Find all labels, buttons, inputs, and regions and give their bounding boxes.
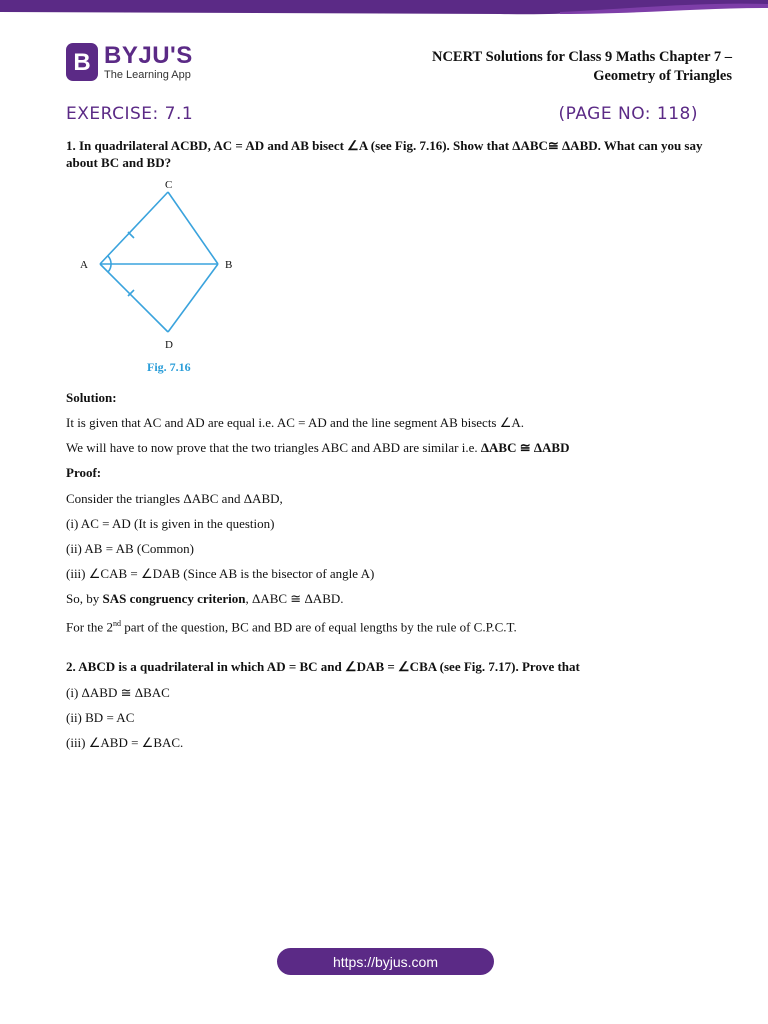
footer-url-link[interactable]: https://byjus.com: [277, 948, 494, 975]
document-title: [372, 48, 732, 86]
question-2-part-2: (ii) BD = AC: [66, 710, 135, 725]
solution-heading: Solution:: [66, 390, 117, 405]
label-c: C: [165, 179, 173, 191]
logo-tagline: The Learning App: [104, 68, 191, 81]
logo-name: BYJU'S: [104, 41, 193, 69]
byjus-logo: [66, 43, 193, 81]
proof-heading: Proof:: [66, 465, 102, 480]
top-banner: [0, 0, 768, 22]
final-line: [66, 615, 517, 635]
segment-cb: [168, 192, 218, 264]
proof-conclusion: [66, 590, 344, 607]
proof-step-2: (ii) AB = AB (Common): [66, 541, 194, 556]
label-b: B: [225, 259, 233, 271]
question-2-part-3: (iii) ∠ABD = ∠BAC.: [66, 735, 184, 750]
proof-step-1: (i) AC = AD (It is given in the question): [66, 516, 275, 531]
segment-da: [100, 264, 168, 332]
logo-badge: [66, 43, 98, 81]
logo-b-icon: [71, 48, 93, 76]
proof-intro: Consider the triangles ΔABC and ΔABD,: [66, 491, 283, 506]
document-title-line1: NCERT Solutions for Class 9 Maths Chapter 7 –: [431, 49, 732, 65]
solution-line-2-text: We will have to now prove that the two triangles ABC and ABD are similar i.e.: [66, 440, 478, 455]
question-2-part-1: (i) ΔABD ≅ ΔBAC: [66, 685, 170, 700]
svg-text:B: B: [73, 49, 91, 76]
segment-ac: [100, 192, 168, 264]
figure-caption: Fig. 7.16: [147, 360, 191, 374]
conclusion-post: , ΔABC ≅ ΔABD.: [245, 591, 344, 606]
label-a: A: [80, 259, 88, 271]
final-pre: For the 2: [66, 619, 113, 635]
label-d: D: [165, 339, 173, 351]
exercise-page-number: (PAGE NO: 118): [558, 104, 698, 124]
proof-step-3: (iii) ∠CAB = ∠DAB (Since AB is the bisector of angle A): [66, 566, 375, 581]
solution-line-2: [66, 439, 569, 456]
solution-line-2-bold: ΔABC ≅ ΔABD: [480, 440, 570, 455]
segment-bd: [168, 264, 218, 332]
question-2: 2. ABCD is a quadrilateral in which AD = BC and ∠DAB = ∠CBA (see Fig. 7.17). Prove that: [66, 659, 580, 674]
figure-7-16: [70, 176, 250, 356]
final-sup: nd: [112, 619, 121, 628]
conclusion-pre: So, by: [66, 591, 100, 606]
conclusion-bold: SAS congruency criterion: [102, 591, 246, 606]
exercise-title: EXERCISE: 7.1: [66, 104, 194, 124]
document-title-line2: Geometry of Triangles: [593, 68, 732, 84]
solution-line-1: It is given that AC and AD are equal i.e. AC = AD and the line segment AB bisects ∠A.: [66, 415, 525, 430]
exercise-heading: [66, 104, 698, 124]
question-1: 1. In quadrilateral ACBD, AC = AD and AB bisect ∠A (see Fig. 7.16). Show that ΔABC≅ ΔABD. What can you say about BC and BD?: [66, 138, 703, 170]
tick-ac: [128, 232, 134, 238]
final-post: part of the question, BC and BD are of equal lengths by the rule of C.P.C.T.: [120, 619, 517, 635]
